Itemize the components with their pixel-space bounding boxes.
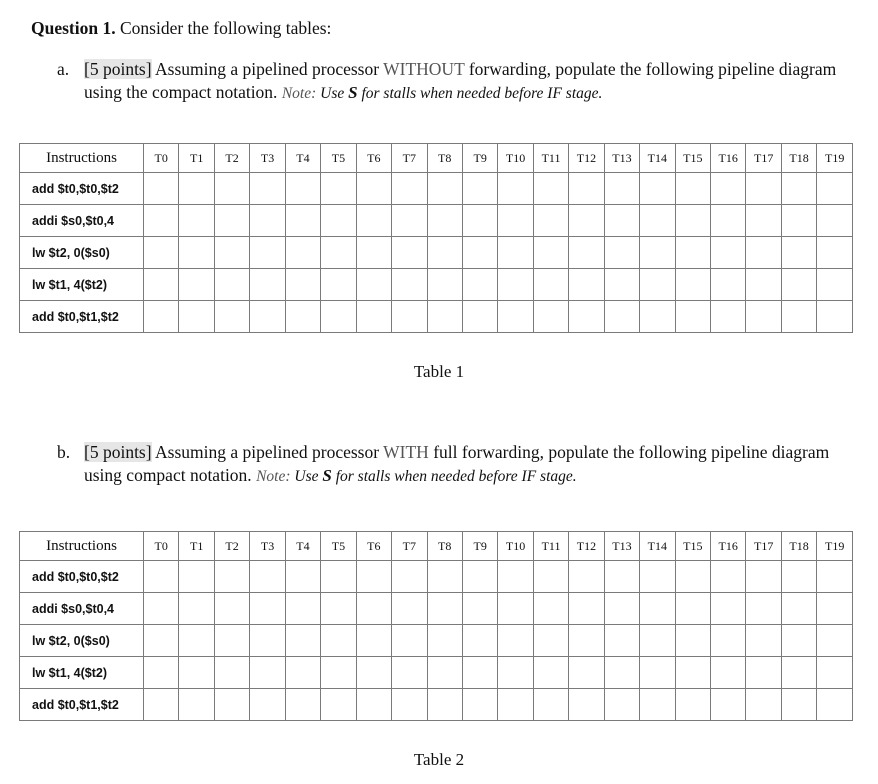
stage-cell[interactable] [250,689,285,721]
stage-cell[interactable] [356,689,391,721]
stage-cell[interactable] [285,689,320,721]
stage-cell[interactable] [144,625,179,657]
part-b-note-use: Use [294,468,319,485]
stage-cell[interactable] [781,237,816,269]
instruction-cell: lw $t2, 0($s0) [20,625,144,657]
stage-cell[interactable] [817,625,853,657]
stage-cell[interactable] [533,561,568,593]
time-column-header: T10 [498,532,533,561]
stage-cell[interactable] [144,593,179,625]
time-column-header: T6 [356,532,391,561]
part-a-note-use: Use [320,85,345,102]
stage-cell[interactable] [179,301,214,333]
stage-cell[interactable] [498,689,533,721]
stage-cell[interactable] [214,689,249,721]
stage-cell[interactable] [179,593,214,625]
stage-cell[interactable] [321,173,356,205]
table-row [20,205,853,237]
time-column-header: T12 [569,532,604,561]
table-row [20,269,853,301]
stage-cell[interactable] [817,269,853,301]
time-column-header: T14 [640,144,675,173]
stage-cell[interactable] [250,237,285,269]
stage-cell[interactable] [604,593,639,625]
stage-cell[interactable] [179,173,214,205]
stage-cell[interactable] [356,173,391,205]
stage-cell[interactable] [427,657,462,689]
time-column-header: T19 [817,532,853,561]
time-column-header: T15 [675,144,710,173]
time-column-header: T10 [498,144,533,173]
stage-cell[interactable] [427,269,462,301]
stage-cell[interactable] [817,689,853,721]
instruction-cell: add $t0,$t1,$t2 [20,689,144,721]
stage-cell[interactable] [604,561,639,593]
stage-cell[interactable] [569,657,604,689]
time-column-header: T17 [746,144,781,173]
part-b-text-before: Assuming a pipelined processor [155,442,380,462]
stage-cell[interactable] [781,657,816,689]
stage-cell[interactable] [321,269,356,301]
stage-cell[interactable] [179,657,214,689]
stage-cell[interactable] [533,301,568,333]
pipeline-table-1 [19,143,853,333]
stage-cell[interactable] [392,237,427,269]
part-b-text-after: full forwarding, populate the following pipeline diagram using compact notation. [84,442,830,485]
stage-cell[interactable] [604,689,639,721]
stage-cell[interactable] [640,657,675,689]
stage-cell[interactable] [392,689,427,721]
stage-cell[interactable] [285,657,320,689]
part-b-note-rest: for stalls when needed before IF stage. [335,468,577,485]
instruction-cell: lw $t2, 0($s0) [20,237,144,269]
stage-cell[interactable] [392,205,427,237]
time-column-header: T7 [392,532,427,561]
stage-cell[interactable] [427,237,462,269]
stage-cell[interactable] [427,593,462,625]
time-column-header: T2 [214,144,249,173]
stage-cell[interactable] [321,625,356,657]
stage-cell[interactable] [250,205,285,237]
stage-cell[interactable] [214,625,249,657]
instruction-cell: addi $s0,$t0,4 [20,205,144,237]
instruction-cell: addi $s0,$t0,4 [20,593,144,625]
stage-cell[interactable] [569,205,604,237]
stage-cell[interactable] [250,301,285,333]
stage-cell[interactable] [144,689,179,721]
stage-cell[interactable] [179,625,214,657]
stage-cell[interactable] [427,173,462,205]
stage-cell[interactable] [533,593,568,625]
stage-cell[interactable] [285,301,320,333]
stage-cell[interactable] [746,301,781,333]
time-column-header: T6 [356,144,391,173]
time-column-header: T4 [285,144,320,173]
stage-cell[interactable] [711,237,746,269]
part-b-letter: b. [57,442,71,462]
instruction-cell: lw $t1, 4($t2) [20,269,144,301]
stage-cell[interactable] [427,625,462,657]
part-a-note-s: S [348,83,358,102]
time-column-header: T8 [427,144,462,173]
table-row [20,237,853,269]
time-column-header: T12 [569,144,604,173]
stage-cell[interactable] [569,173,604,205]
stage-cell[interactable] [250,269,285,301]
stage-cell[interactable] [569,689,604,721]
stage-cell[interactable] [569,269,604,301]
question-title [31,18,331,39]
stage-cell[interactable] [144,173,179,205]
stage-cell[interactable] [356,301,391,333]
pipeline-table-2 [19,531,853,721]
stage-cell[interactable] [356,561,391,593]
stage-cell[interactable] [250,173,285,205]
time-column-header: T11 [533,144,568,173]
stage-cell[interactable] [144,657,179,689]
time-column-header: T2 [214,532,249,561]
stage-cell[interactable] [214,593,249,625]
stage-cell[interactable] [462,269,497,301]
stage-cell[interactable] [285,237,320,269]
table2-caption: Table 2 [413,750,465,769]
stage-cell[interactable] [569,561,604,593]
stage-cell[interactable] [321,657,356,689]
stage-cell[interactable] [144,561,179,593]
table-header-row [20,532,853,561]
stage-cell[interactable] [427,301,462,333]
stage-cell[interactable] [817,301,853,333]
stage-cell[interactable] [781,561,816,593]
stage-cell[interactable] [356,237,391,269]
time-column-header: T16 [711,144,746,173]
stage-cell[interactable] [817,593,853,625]
stage-cell[interactable] [250,561,285,593]
stage-cell[interactable] [675,205,710,237]
stage-cell[interactable] [392,173,427,205]
table-row [20,561,853,593]
stage-cell[interactable] [214,301,249,333]
time-column-header: T9 [462,144,497,173]
time-column-header: T3 [250,144,285,173]
stage-cell[interactable] [498,561,533,593]
table-row [20,689,853,721]
stage-cell[interactable] [711,205,746,237]
stage-cell[interactable] [781,593,816,625]
stage-cell[interactable] [179,237,214,269]
stage-cell[interactable] [675,173,710,205]
stage-cell[interactable] [214,269,249,301]
stage-cell[interactable] [640,269,675,301]
stage-cell[interactable] [781,205,816,237]
stage-cell[interactable] [640,301,675,333]
time-column-header: T13 [604,144,639,173]
stage-cell[interactable] [392,625,427,657]
table-row [20,301,853,333]
stage-cell[interactable] [604,269,639,301]
stage-cell[interactable] [533,173,568,205]
stage-cell[interactable] [144,205,179,237]
stage-cell[interactable] [640,561,675,593]
stage-cell[interactable] [569,301,604,333]
stage-cell[interactable] [533,237,568,269]
stage-cell[interactable] [179,689,214,721]
time-column-header: T16 [711,532,746,561]
part-b-points: [5 points] [84,442,152,462]
stage-cell[interactable] [321,301,356,333]
stage-cell[interactable] [285,593,320,625]
part-a-keyword: WITHOUT [383,59,465,79]
stage-cell[interactable] [462,301,497,333]
time-column-header: T7 [392,144,427,173]
stage-cell[interactable] [746,205,781,237]
stage-cell[interactable] [640,625,675,657]
stage-cell[interactable] [817,657,853,689]
stage-cell[interactable] [781,689,816,721]
table-row [20,625,853,657]
stage-cell[interactable] [392,269,427,301]
stage-cell[interactable] [711,173,746,205]
stage-cell[interactable] [604,237,639,269]
stage-cell[interactable] [462,237,497,269]
stage-cell[interactable] [640,237,675,269]
stage-cell[interactable] [640,593,675,625]
stage-cell[interactable] [356,625,391,657]
stage-cell[interactable] [746,625,781,657]
time-column-header: T4 [285,532,320,561]
stage-cell[interactable] [179,269,214,301]
part-a-note-label: Note: [281,85,317,102]
instruction-cell: add $t0,$t0,$t2 [20,173,144,205]
part-b-keyword: WITH [383,442,429,462]
stage-cell[interactable] [321,561,356,593]
time-column-header: T5 [321,144,356,173]
time-column-header: T18 [781,532,816,561]
stage-cell[interactable] [640,205,675,237]
instruction-cell: add $t0,$t0,$t2 [20,561,144,593]
stage-cell[interactable] [144,301,179,333]
stage-cell[interactable] [498,301,533,333]
part-b-note-s: S [322,466,332,485]
stage-cell[interactable] [498,173,533,205]
time-column-header: T11 [533,532,568,561]
stage-cell[interactable] [640,173,675,205]
stage-cell[interactable] [250,625,285,657]
stage-cell[interactable] [285,173,320,205]
stage-cell[interactable] [746,689,781,721]
time-column-header: T13 [604,532,639,561]
stage-cell[interactable] [214,561,249,593]
stage-cell[interactable] [392,593,427,625]
stage-cell[interactable] [781,301,816,333]
stage-cell[interactable] [498,205,533,237]
stage-cell[interactable] [214,205,249,237]
table-header-row [20,144,853,173]
stage-cell[interactable] [214,237,249,269]
stage-cell[interactable] [250,657,285,689]
part-a-text-before: Assuming a pipelined processor [155,59,380,79]
stage-cell[interactable] [604,301,639,333]
table1-caption: Table 1 [413,362,465,381]
time-column-header: T1 [179,532,214,561]
stage-cell[interactable] [462,561,497,593]
stage-cell[interactable] [533,689,568,721]
stage-cell[interactable] [356,269,391,301]
time-column-header: T3 [250,532,285,561]
time-column-header: T0 [144,532,179,561]
stage-cell[interactable] [781,173,816,205]
time-column-header: T15 [675,532,710,561]
part-a [57,58,837,105]
table-row [20,173,853,205]
instruction-cell: add $t0,$t1,$t2 [20,301,144,333]
stage-cell[interactable] [675,657,710,689]
time-column-header: T18 [781,144,816,173]
stage-cell[interactable] [285,561,320,593]
stage-cell[interactable] [321,237,356,269]
stage-cell[interactable] [569,625,604,657]
stage-cell[interactable] [144,237,179,269]
stage-cell[interactable] [179,205,214,237]
stage-cell[interactable] [462,657,497,689]
stage-cell[interactable] [746,173,781,205]
stage-cell[interactable] [498,657,533,689]
stage-cell[interactable] [711,625,746,657]
table-row [20,593,853,625]
stage-cell[interactable] [711,561,746,593]
instructions-header: Instructions [20,532,144,561]
stage-cell[interactable] [781,625,816,657]
stage-cell[interactable] [746,657,781,689]
time-column-header: T0 [144,144,179,173]
stage-cell[interactable] [533,269,568,301]
time-column-header: T9 [462,532,497,561]
stage-cell[interactable] [462,173,497,205]
stage-cell[interactable] [392,561,427,593]
stage-cell[interactable] [179,561,214,593]
stage-cell[interactable] [817,173,853,205]
part-b-note [256,468,577,485]
stage-cell[interactable] [604,173,639,205]
part-a-letter: a. [57,59,70,79]
stage-cell[interactable] [675,625,710,657]
stage-cell[interactable] [569,593,604,625]
stage-cell[interactable] [711,301,746,333]
stage-cell[interactable] [427,205,462,237]
stage-cell[interactable] [285,205,320,237]
part-b [57,441,837,488]
stage-cell[interactable] [498,593,533,625]
stage-cell[interactable] [640,689,675,721]
stage-cell[interactable] [746,237,781,269]
stage-cell[interactable] [533,657,568,689]
stage-cell[interactable] [462,625,497,657]
table-row [20,657,853,689]
stage-cell[interactable] [533,625,568,657]
stage-cell[interactable] [781,269,816,301]
stage-cell[interactable] [321,689,356,721]
stage-cell[interactable] [250,593,285,625]
stage-cell[interactable] [285,269,320,301]
stage-cell[interactable] [569,237,604,269]
stage-cell[interactable] [498,625,533,657]
part-a-note [282,85,603,102]
stage-cell[interactable] [392,301,427,333]
stage-cell[interactable] [462,205,497,237]
stage-cell[interactable] [462,593,497,625]
time-column-header: T19 [817,144,853,173]
stage-cell[interactable] [746,269,781,301]
stage-cell[interactable] [498,237,533,269]
part-a-note-rest: for stalls when needed before IF stage. [361,85,603,102]
part-b-note-label: Note: [256,468,291,485]
stage-cell[interactable] [427,689,462,721]
stage-cell[interactable] [498,269,533,301]
stage-cell[interactable] [711,593,746,625]
stage-cell[interactable] [675,269,710,301]
stage-cell[interactable] [356,593,391,625]
stage-cell[interactable] [711,689,746,721]
stage-cell[interactable] [746,593,781,625]
stage-cell[interactable] [321,593,356,625]
stage-cell[interactable] [604,625,639,657]
time-column-header: T8 [427,532,462,561]
stage-cell[interactable] [817,205,853,237]
stage-cell[interactable] [675,593,710,625]
stage-cell[interactable] [746,561,781,593]
stage-cell[interactable] [817,237,853,269]
stage-cell[interactable] [675,561,710,593]
time-column-header: T14 [640,532,675,561]
instructions-header: Instructions [20,144,144,173]
stage-cell[interactable] [144,269,179,301]
stage-cell[interactable] [604,205,639,237]
part-a-text-after: forwarding, populate the following pipeline diagram using the compact notation. [84,59,837,102]
stage-cell[interactable] [214,173,249,205]
instruction-cell: lw $t1, 4($t2) [20,657,144,689]
stage-cell[interactable] [427,561,462,593]
stage-cell[interactable] [675,237,710,269]
time-column-header: T17 [746,532,781,561]
stage-cell[interactable] [214,657,249,689]
stage-cell[interactable] [711,657,746,689]
stage-cell[interactable] [675,689,710,721]
question-text: Consider the following tables: [119,18,332,38]
stage-cell[interactable] [462,689,497,721]
part-a-points: [5 points] [84,59,152,79]
stage-cell[interactable] [321,205,356,237]
stage-cell[interactable] [675,301,710,333]
stage-cell[interactable] [285,625,320,657]
stage-cell[interactable] [392,657,427,689]
stage-cell[interactable] [356,657,391,689]
time-column-header: T5 [321,532,356,561]
stage-cell[interactable] [817,561,853,593]
stage-cell[interactable] [604,657,639,689]
stage-cell[interactable] [356,205,391,237]
stage-cell[interactable] [533,205,568,237]
question-label: Question 1. [31,18,116,38]
time-column-header: T1 [179,144,214,173]
stage-cell[interactable] [711,269,746,301]
